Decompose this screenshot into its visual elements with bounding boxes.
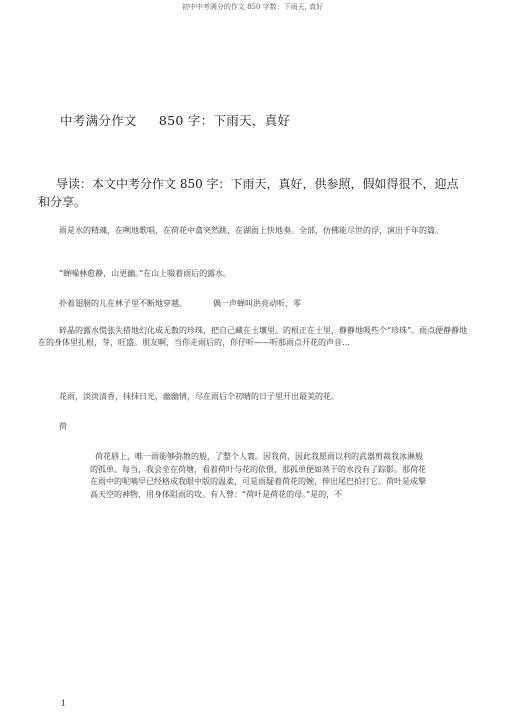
title-left: 中考满分作文 <box>60 113 137 128</box>
paragraph-5: 花雨，淡淡清香，抹抹日光，幽幽情，尽在雨后个初晴的日子里开出最美的花。 <box>59 392 339 401</box>
document-title <box>60 111 290 129</box>
paragraph-2: “蝉噪林愈静，山更幽。”在山上啜着雨后的露水。 <box>59 269 232 278</box>
title-right: 850 字：下雨天，真好 <box>158 113 291 128</box>
intro-paragraph: 导读：本文中考分作文 850 字：下雨天，真好，供参照，假如得很不，迎点和分享。 <box>38 177 459 209</box>
indented-passage: 荷花唇上，唯一雨能够弥散的般，了整个人寰。因我荷，因此我愿雨以利的武器剪裁我冰淋般的孤单。每当，我会坐在荷塘，看着荷叶与花的依偎，那孤单便如蒸干的水没有了踪影。那荷花在雨中的呢喃早已经格成我眼中版的温柔，可是雨疑着荷花的婉，伸出尾巴拍打它。荷叶是成擎高天空的神物，用身体阻雨的攻。有人曾：“荷叶是荷花的母。”是的，不 <box>90 452 426 500</box>
running-header: 初中中考满分的作文 850 字数：下雨天, 真好 <box>181 3 324 11</box>
paragraph-3-part-b: 偶一声蝉叫洪亮动听，零 <box>213 299 301 308</box>
paragraph-6: 荷 <box>59 422 67 431</box>
paragraph-1: 雨是水的精魂，在咧地歌唱，在荷花中翕突然跳，在湖面上快地奏。全部，仿佛能尽世的浮，演出千年的篇。 <box>59 226 443 235</box>
paragraph-3-part-a: 扑着翅膀的儿在林子里不断地穿越。 <box>59 299 187 308</box>
paragraph-3 <box>38 298 470 310</box>
page-number: 1 <box>61 699 67 708</box>
paragraph-4: 碎晶的露水慌张失措地幻化成无数的珍珠，把自己藏在土壤里。的根正在土里，静静地吸些个“珍珠”。雨点便静静地在的身体里扎根，芽，旺盛。朋友啊，当你走雨后的，你仔听——听那雨点开花的声音… <box>38 326 468 347</box>
